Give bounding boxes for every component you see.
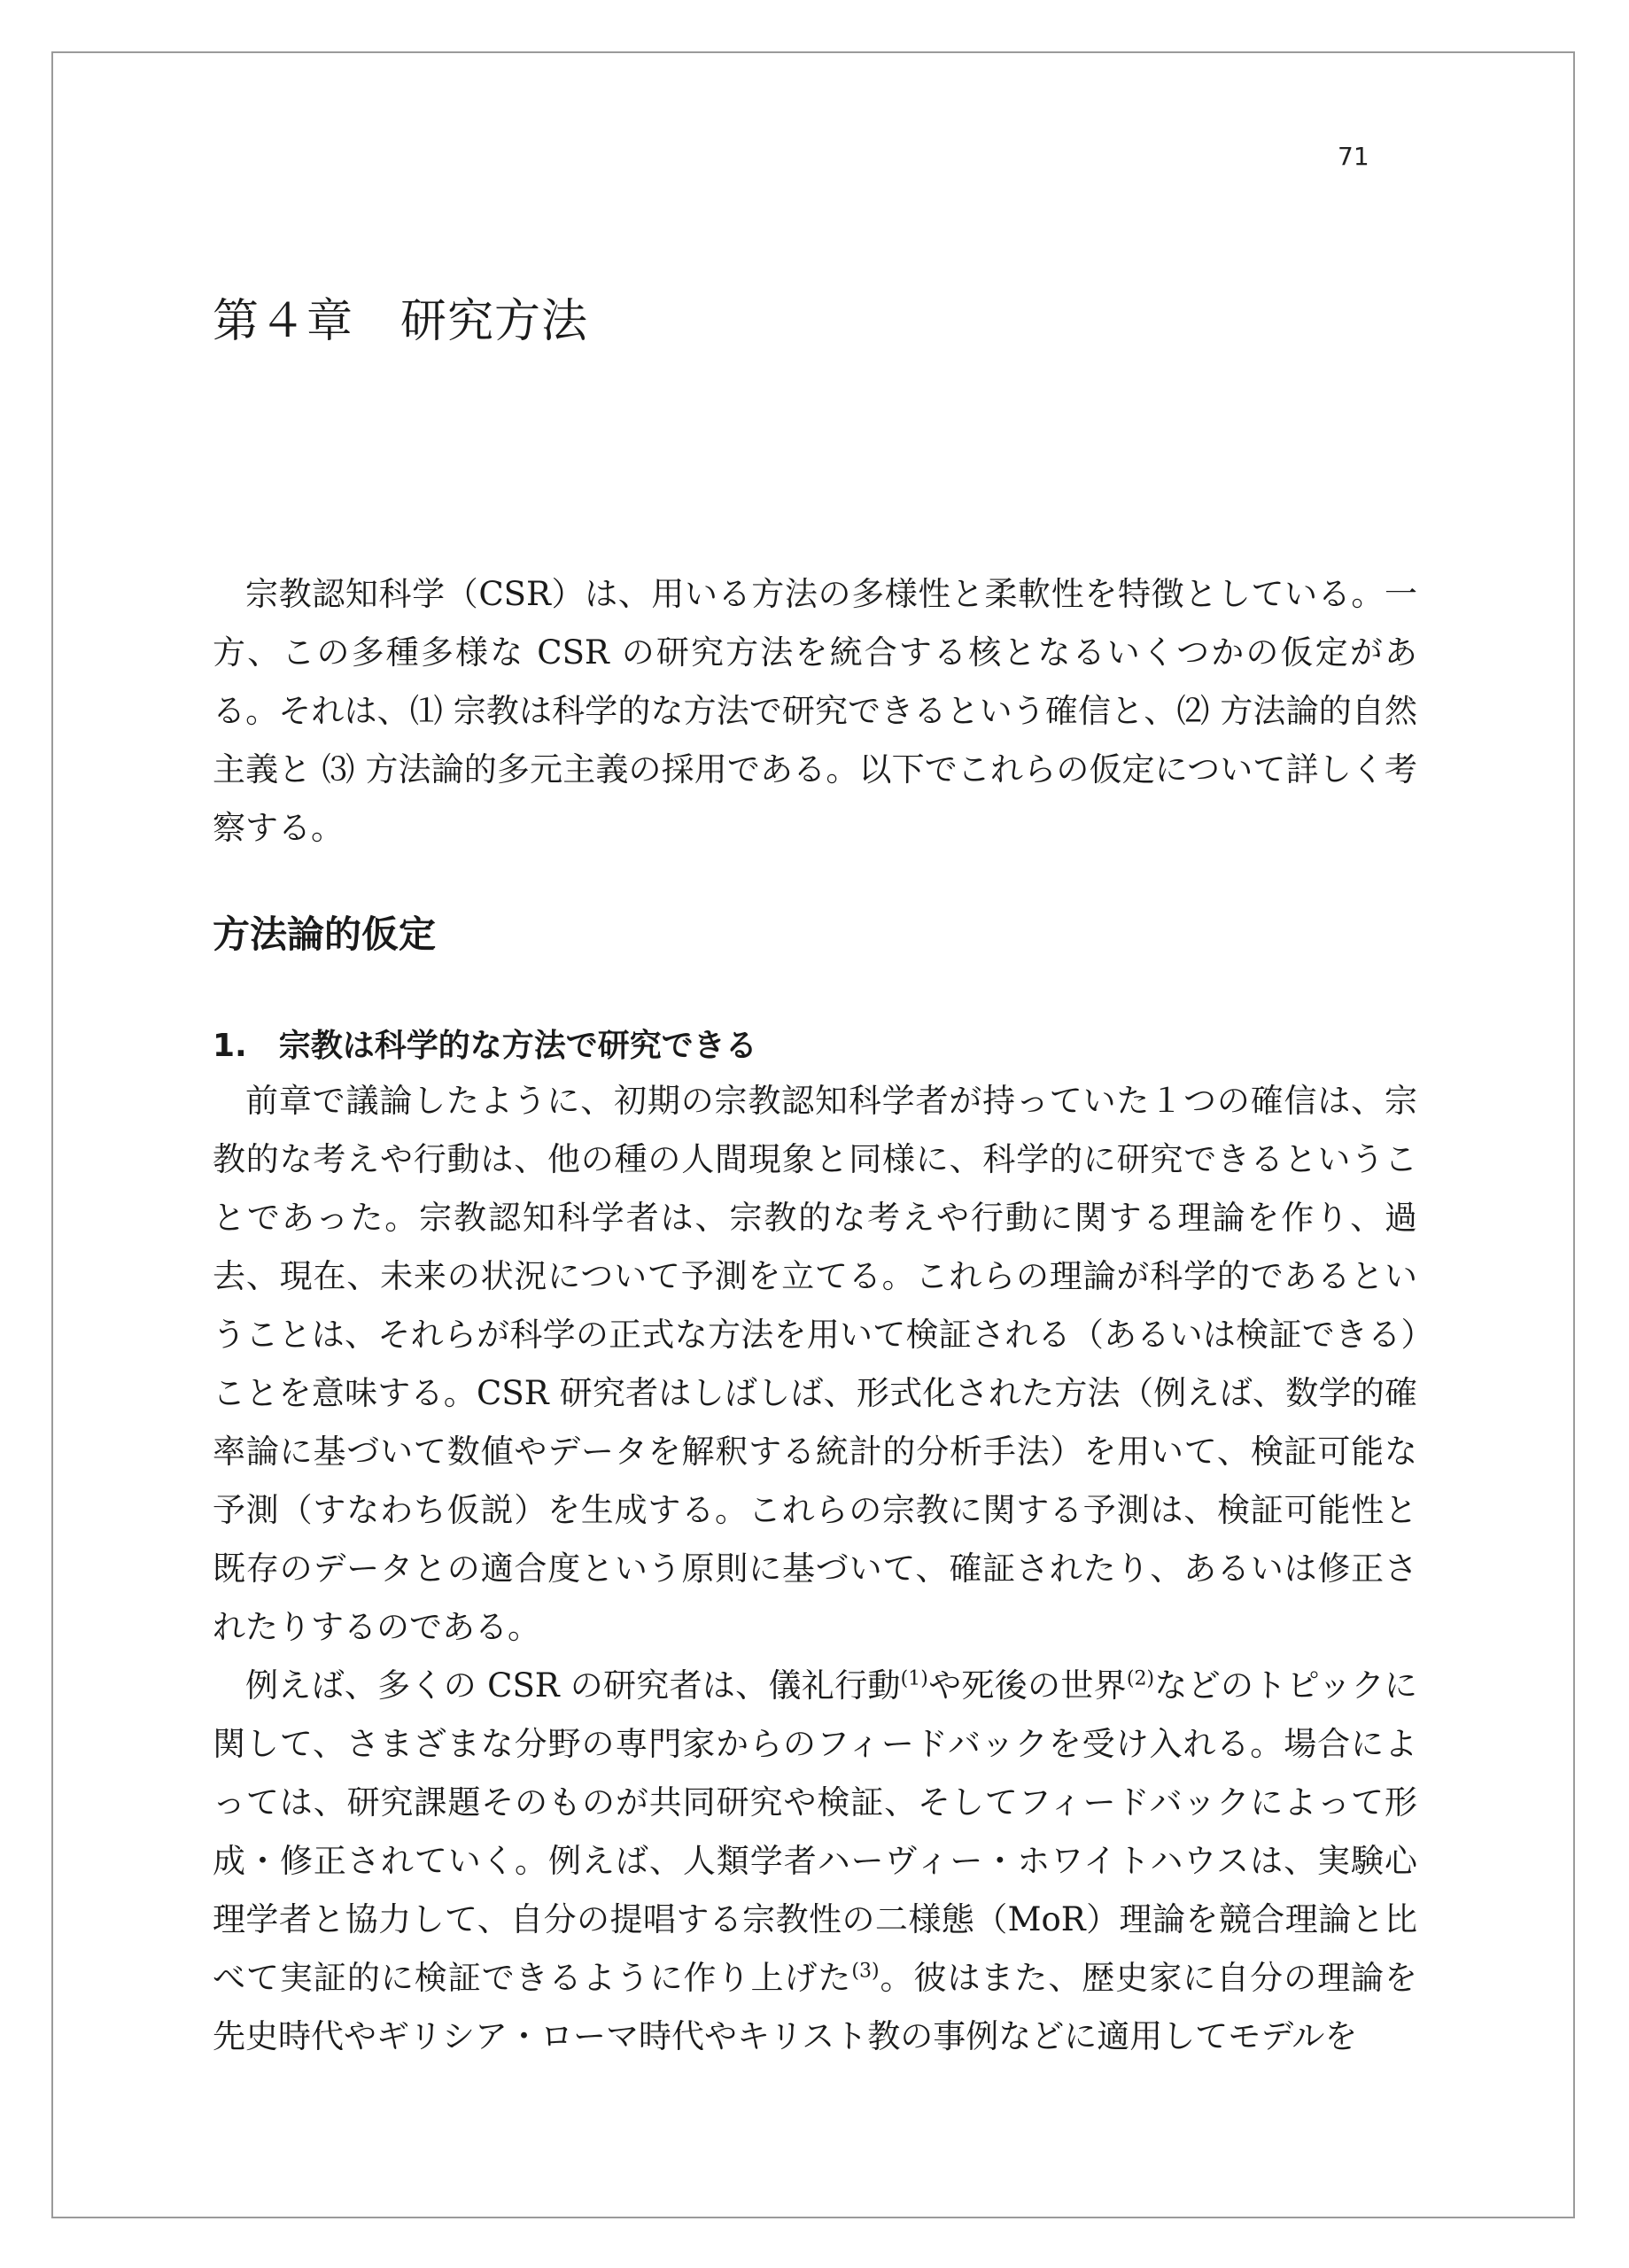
page-number: 71 <box>1338 142 1369 171</box>
section-heading: 方法論的仮定 <box>213 913 437 956</box>
intro-paragraph: 宗教認知科学（CSR）は、用いる方法の多様性と柔軟性を特徴としている。一方、この多種多様な CSR の研究方法を統合する核となるいくつかの仮定がある。それは、⑴ 宗教は科学的な方法で研究できるという確信と、⑵ 方法論的自然主義と ⑶ 方法論的多元主義の採用である。以下でこれらの仮定について詳しく考察する。 <box>213 575 1417 847</box>
subsection-heading: 1. 宗教は科学的な方法で研究できる <box>213 1028 757 1064</box>
footnote-ref-2[interactable]: (2) <box>1126 1667 1155 1690</box>
body-paragraph-2 <box>213 1657 1417 2066</box>
paragraph-2-text-3: などのトピックに関して、さまざまな分野の専門家からのフィードバックを受け入れる。場合によっては、研究課題そのものが共同研究や検証、そしてフィードバックによって形成・修正されていく。例えば、人類学者ハーヴィー・ホワイトハウスは、実験心理学者と協力して、自分の提唱する宗教性の二様態（MoR）理論を競合理論と比べて実証的に検証できるように作り上げた <box>213 1666 1417 1997</box>
intro-section <box>213 565 1417 858</box>
body-paragraph-1: 前章で議論したように、初期の宗教認知科学者が持っていた１つの確信は、宗教的な考えや行動は、他の種の人間現象と同様に、科学的に研究できるということであった。宗教認知科学者は、宗教的な考えや行動に関する理論を作り、過去、現在、未来の状況について予測を立てる。これらの理論が科学的であるということは、それらが科学の正式な方法を用いて検証される（あるいは検証できる）ことを意味する。CSR 研究者はしばしば、形式化された方法（例えば、数学的確率論に基づいて数値やデータを解釈する統計的分析手法）を用いて、検証可能な予測（すなわち仮説）を生成する。これらの宗教に関する予測は、検証可能性と既存のデータとの適合度という原則に基づいて、確証されたり、あるいは修正されたりするのである。 <box>213 1082 1417 1646</box>
paragraph-2-text-1: 例えば、多くの CSR の研究者は、儀礼行動 <box>245 1666 901 1705</box>
footnote-ref-3[interactable]: (3) <box>851 1960 880 1983</box>
body-section <box>213 1072 1417 2066</box>
footnote-ref-1[interactable]: (1) <box>900 1667 928 1690</box>
paragraph-2-text-4: 。彼はまた、歴史家に自分の理論を先史時代やギリシア・ローマ時代やキリスト教の事例などに適用してモデルを <box>213 1959 1418 2055</box>
chapter-title: 第４章 研究方法 <box>213 295 589 348</box>
paragraph-2-text-2: や死後の世界 <box>927 1666 1127 1705</box>
